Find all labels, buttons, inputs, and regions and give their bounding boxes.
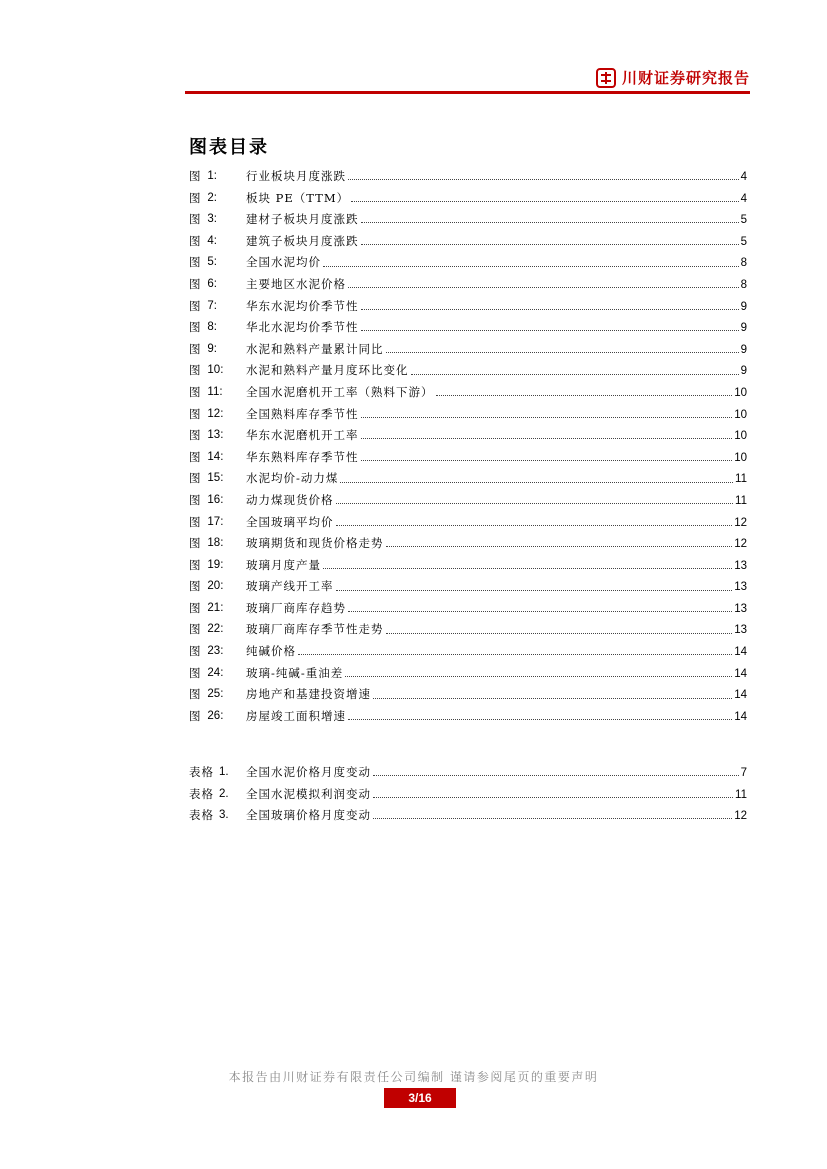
entry-label [189,533,246,555]
entry-label [189,209,246,231]
entry-title: 水泥和熟料产量累计同比 [246,341,384,356]
figure-entry[interactable] [189,166,747,188]
figure-entry[interactable] [189,404,747,426]
entry-prefix: 图 [189,665,201,680]
entry-prefix: 图 [189,557,201,572]
entry-page-number: 11 [735,788,747,801]
entry-prefix: 图 [189,579,201,594]
figure-entry[interactable] [189,490,747,512]
entry-label [189,641,246,663]
dot-leader [348,611,732,612]
entry-prefix: 表格 [189,765,214,779]
entry-page-number: 11 [735,494,747,507]
dot-leader [436,395,733,396]
entry-label [189,512,246,534]
figure-entry[interactable] [189,252,747,274]
entry-page-number: 5 [740,214,747,227]
entry-page-number: 4 [740,171,747,183]
dot-leader [386,546,733,547]
entry-label [189,576,246,598]
entry-title: 全国玻璃平均价 [246,514,334,529]
figure-entry[interactable] [189,339,747,361]
entry-label [189,360,246,382]
table-entry[interactable] [189,805,747,827]
entry-number: 25: [207,688,224,701]
entry-number: 3. [219,809,229,821]
dot-leader [298,654,732,655]
entry-label [189,805,246,827]
entry-number: 11: [207,385,223,398]
entry-prefix: 图 [189,600,201,615]
entry-number: 1. [219,766,229,778]
entry-number: 2: [207,191,217,204]
entry-page-number: 14 [734,710,747,723]
entry-number: 4: [207,234,217,247]
entry-prefix: 图 [189,255,201,270]
entry-title: 动力煤现货价格 [246,492,334,507]
figure-entry[interactable] [189,296,747,318]
entry-label [189,784,246,806]
entry-prefix: 图 [189,687,201,702]
dot-leader [336,503,734,504]
entry-number: 5: [207,256,217,269]
entry-title: 全国水泥均价 [246,255,321,270]
entry-title: 玻璃月度产量 [246,557,321,572]
figure-entry[interactable] [189,231,747,253]
figure-entry[interactable] [189,468,747,490]
dot-leader [351,201,738,202]
entry-title: 华东熟料库存季节性 [246,449,359,464]
entry-number: 19: [207,558,224,571]
figure-entry[interactable] [189,684,747,706]
figure-entry[interactable] [189,425,747,447]
entry-title: 玻璃厂商库存季节性走势 [246,622,384,637]
entry-number: 17: [207,515,224,528]
figure-entry[interactable] [189,576,747,598]
entry-page-number: 5 [740,235,747,248]
entry-page-number: 12 [734,516,747,529]
entry-page-number: 9 [740,343,747,356]
entry-page-number: 10 [734,386,747,399]
entry-title: 板块 PE（TTM） [246,190,350,205]
table-entry[interactable] [189,762,747,784]
table-entry[interactable] [189,784,747,806]
entry-label [189,762,246,784]
dot-leader [336,590,733,591]
entry-label [189,252,246,274]
figure-entry[interactable] [189,641,747,663]
entry-number: 14: [207,450,224,463]
dot-leader [348,179,739,180]
entry-number: 6: [207,277,217,290]
entry-prefix: 图 [189,320,201,335]
entry-label [189,425,246,447]
entry-title: 玻璃期货和现货价格走势 [246,536,384,551]
entry-number: 9: [207,342,217,355]
entry-prefix: 图 [189,298,201,313]
entry-prefix: 图 [189,644,201,659]
entry-label [189,598,246,620]
entry-prefix: 图 [189,622,201,637]
figure-entry[interactable] [189,555,747,577]
dot-leader [336,525,733,526]
dot-leader [323,266,739,267]
entry-number: 2. [219,787,229,800]
entry-title: 建筑子板块月度涨跌 [246,233,359,248]
entry-title: 房屋竣工面积增速 [246,708,346,723]
entry-number: 15: [207,472,224,485]
entry-number: 21: [207,601,224,614]
entry-number: 22: [207,623,224,636]
figure-entry[interactable] [189,663,747,685]
entry-title: 全国熟料库存季节性 [246,406,359,421]
entry-number: 12: [207,407,224,420]
entry-label [189,663,246,685]
dot-leader [361,330,739,331]
entry-page-number: 13 [734,559,747,572]
entry-label [189,317,246,339]
entry-page-number: 9 [740,365,747,378]
entry-number: 8: [207,321,217,334]
entry-label [189,468,246,490]
dot-leader [323,568,732,569]
entry-prefix: 图 [189,536,201,551]
figure-entry[interactable] [189,274,747,296]
entry-prefix: 图 [189,276,201,291]
entry-page-number: 10 [734,408,747,421]
entry-label [189,706,246,728]
entry-number: 16: [207,493,224,506]
entry-label [189,404,246,426]
entry-prefix: 图 [189,406,201,421]
dot-leader [373,797,733,798]
entry-page-number: 13 [734,581,747,594]
entry-title: 行业板块月度涨跌 [246,169,346,183]
entry-prefix: 图 [189,363,201,378]
entry-label [189,274,246,296]
entry-label [189,619,246,641]
figure-entry[interactable] [189,382,747,404]
entry-page-number: 14 [734,646,747,659]
entry-number: 7: [207,299,217,312]
entry-prefix: 表格 [189,808,214,822]
entry-prefix: 图 [189,169,201,183]
entry-page-number: 11 [735,473,747,486]
dot-leader [361,417,733,418]
entry-page-number: 13 [734,624,747,637]
figure-entry[interactable] [189,360,747,382]
entry-label [189,339,246,361]
table-list [189,762,747,827]
entry-label [189,555,246,577]
header-rule [185,91,750,94]
entry-title: 全国水泥价格月度变动 [246,765,371,779]
figure-entry[interactable] [189,533,747,555]
figure-entry[interactable] [189,598,747,620]
entry-number: 13: [207,429,224,442]
entry-label [189,382,246,404]
entry-number: 24: [207,666,224,679]
entry-page-number: 9 [740,300,747,313]
figure-entry[interactable] [189,512,747,534]
entry-title: 玻璃厂商库存趋势 [246,600,346,615]
dot-leader [373,775,739,776]
entry-prefix: 图 [189,190,201,205]
entry-number: 3: [207,213,217,226]
entry-prefix: 图 [189,428,201,443]
entry-title: 水泥和熟料产量月度环比变化 [246,363,409,378]
entry-prefix: 表格 [189,786,214,801]
dot-leader [345,676,732,677]
entry-title: 华东水泥均价季节性 [246,298,359,313]
dot-leader [348,719,732,720]
dot-leader [340,482,733,483]
dot-leader [361,438,733,439]
figure-entry[interactable] [189,447,747,469]
entry-title: 玻璃-纯碱-重油差 [246,665,344,680]
entry-number: 10: [207,364,224,377]
entry-title: 全国水泥模拟利润变动 [246,786,371,801]
footer-disclaimer: 本报告由川财证券有限责任公司编制 谨请参阅尾页的重要声明 [228,1070,599,1084]
entry-label [189,296,246,318]
entry-number: 20: [207,580,224,593]
figure-list [189,166,747,727]
entry-title: 华北水泥均价季节性 [246,320,359,335]
entry-title: 主要地区水泥价格 [246,276,346,291]
entry-prefix: 图 [189,514,201,529]
entry-prefix: 图 [189,471,201,486]
dot-leader [348,287,739,288]
brand-name: 川财证券研究报告 [621,69,750,87]
entry-page-number: 12 [734,538,747,551]
dot-leader [361,244,739,245]
entry-title: 全国水泥磨机开工率（熟料下游） [246,384,434,399]
entry-title: 纯碱价格 [246,644,296,659]
entry-label [189,447,246,469]
entry-title: 水泥均价-动力煤 [246,471,339,486]
entry-label [189,188,246,210]
entry-page-number: 10 [734,451,747,464]
entry-page-number: 4 [740,192,747,205]
figure-entry[interactable] [189,317,747,339]
entry-label [189,166,246,188]
entry-page-number: 12 [734,810,747,822]
entry-page-number: 7 [740,767,747,779]
entry-page-number: 14 [734,667,747,680]
entry-number: 23: [207,645,224,658]
entry-page-number: 13 [734,602,747,615]
entry-title: 华东水泥磨机开工率 [246,428,359,443]
toc-title: 图表目录 [189,137,269,158]
entry-number: 18: [207,537,224,550]
entry-title: 全国玻璃价格月度变动 [246,808,371,822]
figure-entry[interactable] [189,619,747,641]
dot-leader [386,633,733,634]
entry-prefix: 图 [189,492,201,507]
entry-prefix: 图 [189,341,201,356]
page-number-badge: 3/16 [384,1088,456,1108]
report-header [185,62,750,94]
dot-leader [361,222,739,223]
entry-prefix: 图 [189,233,201,248]
entry-page-number: 8 [740,278,747,291]
brand [596,67,750,88]
entry-page-number: 9 [740,322,747,335]
entry-prefix: 图 [189,212,201,227]
entry-page-number: 8 [740,257,747,270]
dot-leader [373,818,732,819]
entry-title: 玻璃产线开工率 [246,579,334,594]
entry-prefix: 图 [189,384,201,399]
entry-prefix: 图 [189,449,201,464]
company-logo-icon [596,68,616,88]
dot-leader [361,460,733,461]
entry-label [189,684,246,706]
dot-leader [361,309,739,310]
entry-number: 1: [207,170,217,182]
entry-page-number: 14 [734,689,747,702]
entry-prefix: 图 [189,708,201,723]
figure-entry[interactable] [189,209,747,231]
figure-entry[interactable] [189,706,747,728]
entry-label [189,231,246,253]
entry-page-number: 10 [734,430,747,443]
entry-number: 26: [207,709,224,722]
entry-title: 房地产和基建投资增速 [246,687,371,702]
figure-entry[interactable] [189,188,747,210]
entry-label [189,490,246,512]
dot-leader [386,352,739,353]
dot-leader [411,374,739,375]
entry-title: 建材子板块月度涨跌 [246,212,359,227]
dot-leader [373,698,732,699]
